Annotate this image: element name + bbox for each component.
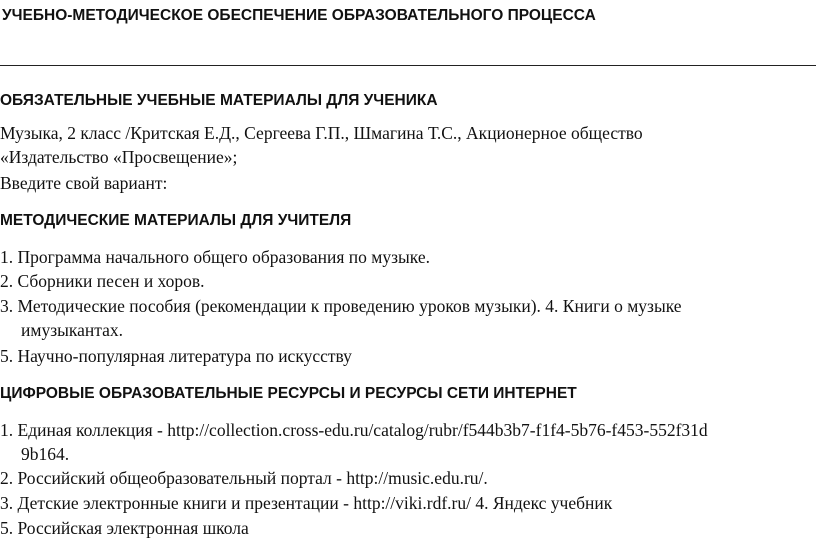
digital-list-item: 3. Детские электронные книги и презентации - http://viki.rdf.ru/ 4. Яндекс учебник (0, 493, 613, 513)
digital-list-item: 2. Российский общеобразовательный портал - http://music.edu.ru/. (0, 468, 488, 488)
student-materials-text: Музыка, 2 класс /Критская Е.Д., Сергеева Г.П., Шмагина Т.С., Акционерное общество «Издательство «Просвещение»; (0, 123, 643, 167)
title-divider (0, 65, 816, 66)
digital-list-item: 1. Единая коллекция - http://collection.cross-edu.ru/catalog/rubr/f544b3b7-f1f4-5b76-f453-552f31d9b164. (0, 420, 708, 464)
teacher-list-item: 5. Научно-популярная литература по искусству (0, 346, 352, 366)
teacher-materials-heading: МЕТОДИЧЕСКИЕ МАТЕРИАЛЫ ДЛЯ УЧИТЕЛЯ (0, 212, 352, 229)
teacher-list-item: 2. Сборники песен и хоров. (0, 271, 205, 291)
document-title: УЧЕБНО-МЕТОДИЧЕСКОЕ ОБЕСПЕЧЕНИЕ ОБРАЗОВАТЕЛЬНОГО ПРОЦЕССА (2, 7, 596, 24)
digital-resources-heading: ЦИФРОВЫЕ ОБРАЗОВАТЕЛЬНЫЕ РЕСУРСЫ И РЕСУРСЫ СЕТИ ИНТЕРНЕТ (0, 385, 577, 402)
custom-option-prompt: Введите свой вариант: (0, 173, 168, 193)
student-materials-heading: ОБЯЗАТЕЛЬНЫЕ УЧЕБНЫЕ МАТЕРИАЛЫ ДЛЯ УЧЕНИКА (0, 92, 438, 109)
teacher-list-item: 3. Методические пособия (рекомендации к проведению уроков музыки). 4. Книги о музыке имузыкантах. (0, 296, 682, 340)
teacher-list-item: 1. Программа начального общего образования по музыке. (0, 247, 430, 267)
digital-list-item: 5. Российская электронная школа (0, 518, 249, 538)
